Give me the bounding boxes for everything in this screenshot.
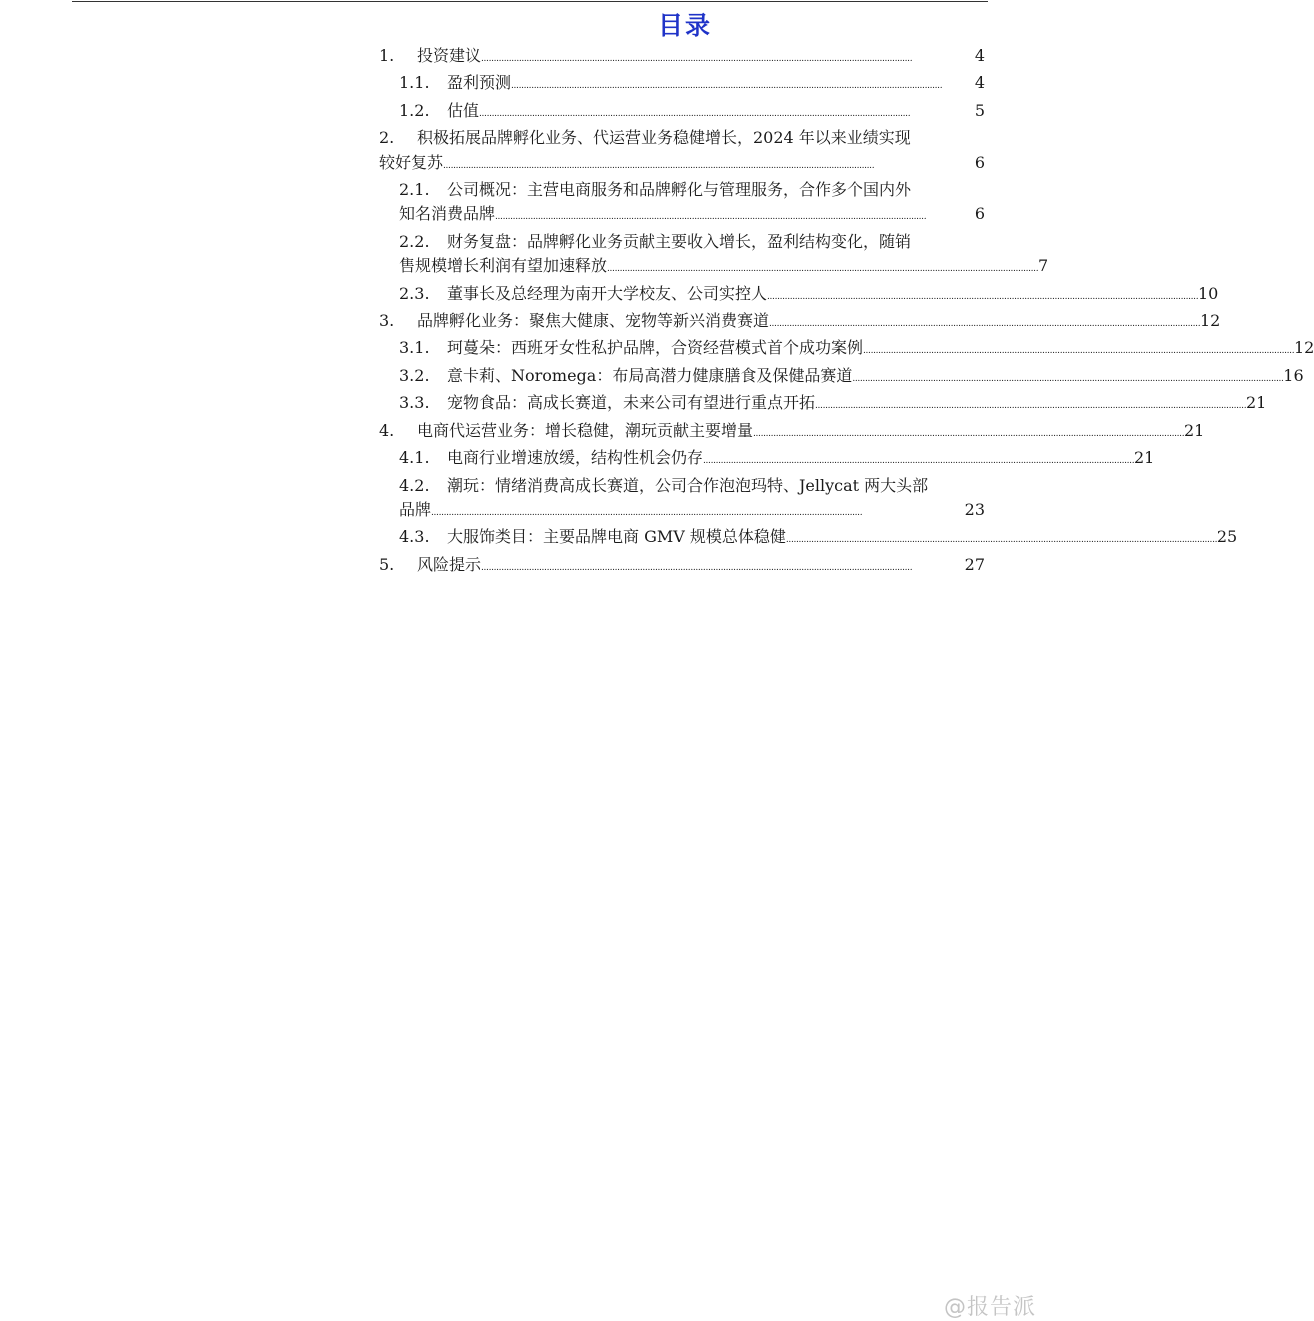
toc-entry[interactable] bbox=[379, 391, 1267, 418]
toc-entry-number: 2. bbox=[379, 128, 395, 148]
toc-entry-number: 4.1. bbox=[399, 448, 430, 468]
toc-entry-title: 品牌孵化业务：聚焦大健康、宠物等新兴消费赛道 bbox=[417, 311, 770, 331]
toc-entry[interactable] bbox=[379, 99, 985, 126]
toc-entry-title: 电商代运营业务：增长稳健，潮玩贡献主要增量 bbox=[417, 420, 754, 440]
toc-entry-number: 1. bbox=[379, 46, 395, 65]
toc-entry-number: 1.1. bbox=[399, 73, 430, 93]
toc-entry-title: 大服饰类目：主要品牌电商 GMV 规模总体稳健 bbox=[447, 527, 786, 547]
toc-entry-page: 21 bbox=[1245, 393, 1267, 413]
toc-entry-number: 5. bbox=[379, 554, 395, 574]
toc-entry-title: 公司概况：主营电商服务和品牌孵化与管理服务，合作多个国内外 bbox=[447, 180, 912, 200]
toc-entry-number: 3.1. bbox=[399, 338, 430, 358]
toc-leader-dots bbox=[481, 553, 964, 580]
toc-leader-dots bbox=[753, 419, 1183, 446]
toc-entry-page: 5 bbox=[974, 100, 985, 120]
toc-leader-dots bbox=[511, 71, 974, 98]
toc-entry-title: 估值 bbox=[447, 100, 480, 120]
toc-entry-page: 12 bbox=[1199, 311, 1221, 331]
toc-entry-title: 电商行业增速放缓，结构性机会仍存 bbox=[447, 448, 704, 468]
toc-entry-number: 2.3. bbox=[399, 283, 430, 303]
toc-entry-title: 潮玩：情绪消费高成长赛道，公司合作泡泡玛特、Jellycat 两大头部 bbox=[447, 475, 929, 495]
toc-entry[interactable] bbox=[379, 282, 1219, 309]
toc-entry[interactable] bbox=[379, 336, 1314, 363]
toc-leader-dots bbox=[703, 446, 1133, 473]
toc-entry-title: 宠物食品：高成长赛道，未来公司有望进行重点开拓 bbox=[447, 393, 816, 413]
header-rule bbox=[72, 1, 988, 2]
toc-entry-page: 23 bbox=[964, 499, 985, 519]
toc-leader-dots bbox=[607, 254, 1037, 281]
toc-leader-dots bbox=[852, 364, 1282, 391]
toc-entry-number: 4.3. bbox=[399, 527, 430, 547]
toc-leader-dots bbox=[769, 309, 1199, 336]
toc-entry-page: 27 bbox=[964, 554, 985, 574]
toc-entry-number: 4. bbox=[379, 420, 395, 440]
toc-entry-title: 财务复盘：品牌孵化业务贡献主要收入增长，盈利结构变化，随销 bbox=[447, 231, 912, 251]
toc-entry-number: 2.2. bbox=[399, 231, 430, 251]
toc-entry-title: 积极拓展品牌孵化业务、代运营业务稳健增长，2024 年以来业绩实现 bbox=[417, 128, 911, 148]
toc-leader-dots bbox=[481, 44, 974, 71]
toc-entry-page: 21 bbox=[1133, 448, 1155, 468]
toc-entry[interactable] bbox=[379, 309, 1221, 336]
toc-entry-page: 12 bbox=[1293, 338, 1314, 358]
table-of-contents bbox=[379, 44, 1314, 580]
toc-entry-page: 6 bbox=[974, 204, 985, 224]
toc-entry-page: 4 bbox=[974, 73, 985, 93]
toc-entry[interactable] bbox=[379, 525, 1238, 552]
toc-entry[interactable] bbox=[379, 474, 985, 526]
toc-entry-title: 盈利预测 bbox=[447, 73, 512, 93]
toc-entry-title: 风险提示 bbox=[417, 554, 482, 574]
toc-leader-dots bbox=[863, 336, 1293, 363]
toc-entry-title-continued: 较好复苏 bbox=[379, 152, 444, 172]
toc-entry-title-continued: 知名消费品牌 bbox=[399, 204, 496, 224]
toc-entry-number: 4.2. bbox=[399, 475, 430, 495]
toc-entry-title: 董事长及总经理为南开大学校友、公司实控人 bbox=[447, 283, 768, 303]
toc-entry-title-continued: 售规模增长利润有望加速释放 bbox=[399, 256, 608, 276]
toc-entry-title: 投资建议 bbox=[417, 46, 482, 65]
toc-leader-dots bbox=[431, 498, 964, 525]
toc-entry[interactable] bbox=[379, 553, 985, 580]
toc-leader-dots bbox=[786, 525, 1216, 552]
toc-entry-page: 4 bbox=[974, 46, 985, 65]
toc-entry-title: 意卡莉、Noromega：布局高潜力健康膳食及保健品赛道 bbox=[447, 365, 853, 385]
toc-entry-page: 10 bbox=[1197, 283, 1219, 303]
toc-entry-title-continued: 品牌 bbox=[399, 499, 432, 519]
toc-entry[interactable] bbox=[379, 230, 1049, 282]
toc-leader-dots bbox=[479, 99, 974, 126]
toc-entry-number: 1.2. bbox=[399, 100, 430, 120]
toc-entry-page: 21 bbox=[1183, 420, 1205, 440]
toc-entry-number: 3.3. bbox=[399, 393, 430, 413]
watermark: @报告派 bbox=[944, 1295, 1037, 1320]
toc-entry-page: 6 bbox=[974, 152, 985, 172]
toc-entry-title: 珂蔓朵：西班牙女性私护品牌，合资经营模式首个成功案例 bbox=[447, 338, 864, 358]
toc-leader-dots bbox=[767, 282, 1197, 309]
toc-entry[interactable] bbox=[379, 364, 1304, 391]
toc-entry[interactable] bbox=[379, 419, 1205, 446]
toc-title: 目录 bbox=[657, 11, 712, 40]
toc-leader-dots bbox=[495, 202, 974, 229]
toc-entry-page: 7 bbox=[1037, 256, 1049, 276]
toc-entry[interactable] bbox=[379, 446, 1155, 473]
toc-leader-dots bbox=[815, 391, 1245, 418]
toc-entry[interactable] bbox=[379, 178, 985, 230]
toc-leader-dots bbox=[443, 151, 974, 178]
toc-entry-page: 25 bbox=[1216, 527, 1238, 547]
toc-entry[interactable] bbox=[379, 44, 985, 71]
toc-entry-page: 16 bbox=[1283, 365, 1304, 385]
toc-entry-number: 2.1. bbox=[399, 180, 430, 200]
toc-entry[interactable] bbox=[379, 71, 985, 98]
toc-entry[interactable] bbox=[379, 126, 985, 178]
toc-entry-number: 3.2. bbox=[399, 365, 430, 385]
toc-entry-number: 3. bbox=[379, 311, 395, 331]
